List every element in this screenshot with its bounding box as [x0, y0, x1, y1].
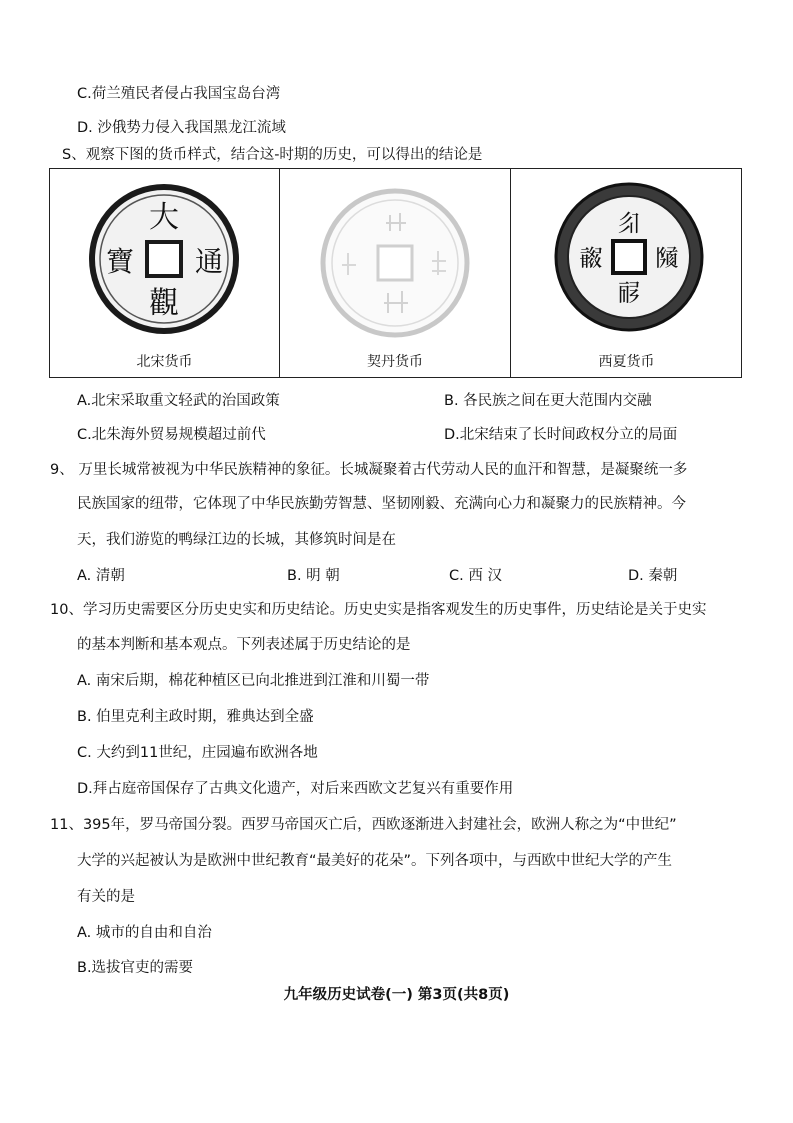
q8-option-b: B. 各民族之间在更大范围内交融: [444, 393, 652, 409]
coin-glyph-right: 通: [194, 245, 224, 278]
xia-glyph-top: 𗼃: [617, 209, 641, 237]
coin-image-table: [49, 168, 742, 378]
q11-stem-line-1: 11、395年，罗马帝国分裂。西罗马帝国灭亡后，西欧逐渐进入封建社会，欧洲人称之为“中世纪”: [50, 817, 677, 833]
q10-stem-line-1: 10、学习历史需要区分历史史实和历史结论。历史史实是指客观发生的历史事件，历史结论是关于史实: [50, 602, 707, 618]
q8-option-a: A.北宋采取重文轻武的治国政策: [77, 393, 280, 409]
q11-option-a: A. 城市的自由和自治: [77, 925, 212, 941]
q9-stem-line-2: 民族国家的纽带，它体现了中华民族勤劳智慧、坚韧刚毅、充满向心力和凝聚力的民族精神。今: [77, 496, 686, 512]
coin-caption-northern-song: 北宋货币: [136, 354, 193, 370]
q7-option-c: C.荷兰殖民者侵占我国宝岛台湾: [77, 86, 281, 102]
q9-option-a: A. 清朝: [77, 568, 125, 584]
coin-glyph-left: 寶: [105, 245, 135, 278]
page-footer: 九年级历史试卷(一) 第3页(共8页): [283, 987, 510, 1003]
q10-option-d: D.拜占庭帝国保存了古典文化遗产，对后来西欧文艺复兴有重要作用: [77, 781, 514, 797]
xia-glyph-bottom: 𗟲: [617, 279, 641, 307]
q9-option-c: C. 西 汉: [449, 568, 502, 584]
q8-stem: S、观察下图的货币样式，结合这-时期的历史，可以得出的结论是: [62, 147, 483, 163]
coin-caption-khitan: 契丹货币: [367, 354, 423, 370]
q9-option-d: D. 秦朝: [628, 568, 678, 584]
q11-stem-line-3: 有关的是: [77, 889, 135, 905]
q9-stem-line-1: 9、 万里长城常被视为中华民族精神的象征。长城凝聚着古代劳动人民的血汗和智慧，是凝聚统一多: [50, 462, 688, 478]
western-xia-coin-image: [511, 173, 742, 351]
q7-option-d: D. 沙俄势力侵入我国黑龙江流域: [77, 120, 286, 136]
coin-cell-khitan: [280, 169, 511, 377]
q10-option-a: A. 南宋后期，棉花种植区已向北推进到江淮和川蜀一带: [77, 673, 430, 689]
coin-glyph-top: 大: [149, 200, 179, 235]
q10-stem-line-2: 的基本判断和基本观点。下列表述属于历史结论的是: [77, 637, 411, 653]
coin-cell-western-xia: [511, 169, 742, 377]
q11-stem-line-2: 大学的兴起被认为是欧洲中世纪教育“最美好的花朵”。下列各项中，与西欧中世纪大学的产生: [77, 853, 673, 869]
q8-option-c: C.北朱海外贸易规模超过前代: [77, 427, 266, 443]
xia-glyph-right: 𗂧: [655, 244, 679, 272]
coin-caption-western-xia: 西夏货币: [598, 354, 655, 370]
khitan-coin-image: [280, 173, 511, 351]
xia-glyph-left: 𘓧: [579, 244, 603, 272]
q10-option-c: C. 大约到11世纪，庄园遍布欧洲各地: [77, 745, 318, 761]
q9-stem-line-3: 天，我们游览的鸭绿江边的长城，其修筑时间是在: [77, 532, 396, 548]
coin-cell-northern-song: [50, 169, 280, 377]
coin-glyph-bottom: 觀: [149, 286, 179, 321]
northern-song-coin-image: [50, 173, 280, 351]
q8-option-d: D.北宋结束了长时间政权分立的局面: [444, 427, 678, 443]
q11-option-b: B.选拔官吏的需要: [77, 960, 194, 976]
q9-option-b: B. 明 朝: [287, 568, 340, 584]
q10-option-b: B. 伯里克利主政时期，雅典达到全盛: [77, 709, 314, 725]
